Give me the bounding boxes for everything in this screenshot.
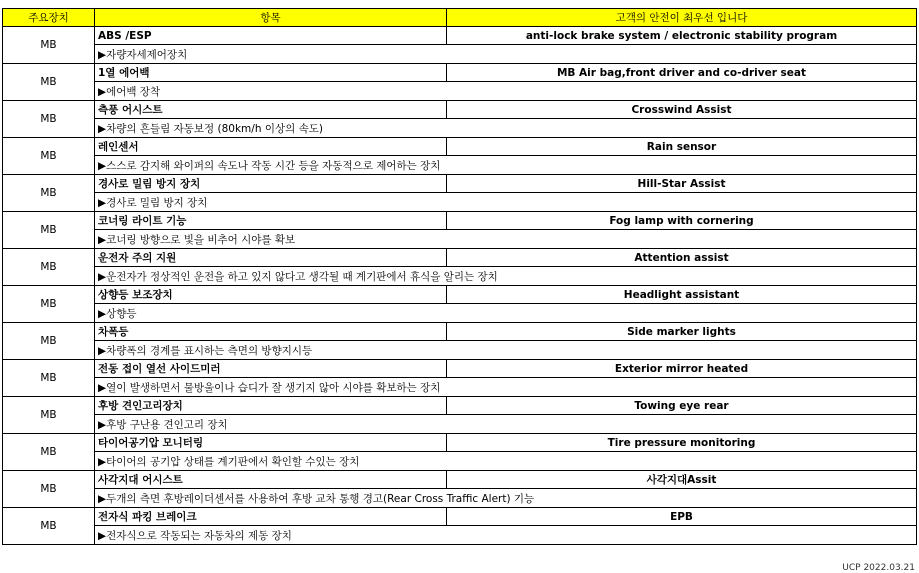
item-name-cell: 경사로 밀림 방지 장치: [95, 175, 447, 193]
description-cell: ▶경사로 밀림 방지 장치: [95, 193, 917, 212]
header-item: 항목: [95, 9, 447, 27]
device-cell: MB: [3, 101, 95, 138]
device-cell: MB: [3, 434, 95, 471]
description-cell: ▶전자식으로 작동되는 자동차의 제동 장치: [95, 526, 917, 545]
table-row-description: [3, 119, 917, 138]
item-name-cell: 타이어공기압 모니터링: [95, 434, 447, 452]
english-name-cell: anti-lock brake system / electronic stability program: [447, 27, 917, 45]
device-cell: MB: [3, 64, 95, 101]
description-cell: ▶스스로 감지해 와이퍼의 속도나 작동 시간 등을 자동적으로 제어하는 장치: [95, 156, 917, 175]
table-row-description: [3, 489, 917, 508]
table-row-description: [3, 526, 917, 545]
description-cell: ▶타이어의 공기압 상태를 계기판에서 확인할 수있는 장치: [95, 452, 917, 471]
device-cell: MB: [3, 360, 95, 397]
table-row-description: [3, 230, 917, 249]
table-row: [3, 27, 917, 45]
english-name-cell: Side marker lights: [447, 323, 917, 341]
table-row-description: [3, 304, 917, 323]
item-name-cell: 전자식 파킹 브레이크: [95, 508, 447, 526]
table-row: [3, 175, 917, 193]
english-name-cell: MB Air bag,front driver and co-driver seat: [447, 64, 917, 82]
device-cell: MB: [3, 249, 95, 286]
description-cell: ▶후방 구난용 견인고리 장치: [95, 415, 917, 434]
table-row-description: [3, 82, 917, 101]
english-name-cell: Exterior mirror heated: [447, 360, 917, 378]
description-cell: ▶코너링 방향으로 빛을 비추어 시야를 확보: [95, 230, 917, 249]
table-row-description: [3, 341, 917, 360]
table-row: [3, 101, 917, 119]
device-cell: MB: [3, 397, 95, 434]
english-name-cell: Fog lamp with cornering: [447, 212, 917, 230]
table-row: [3, 360, 917, 378]
english-name-cell: Attention assist: [447, 249, 917, 267]
item-name-cell: 측풍 어시스트: [95, 101, 447, 119]
table-row-description: [3, 45, 917, 64]
device-cell: MB: [3, 471, 95, 508]
table-row: [3, 323, 917, 341]
english-name-cell: Headlight assistant: [447, 286, 917, 304]
table-row-description: [3, 378, 917, 397]
table-row-description: [3, 267, 917, 286]
english-name-cell: EPB: [447, 508, 917, 526]
device-cell: MB: [3, 212, 95, 249]
table-row-description: [3, 415, 917, 434]
device-cell: MB: [3, 27, 95, 64]
english-name-cell: Hill-Star Assist: [447, 175, 917, 193]
table-row: [3, 249, 917, 267]
table-row: [3, 397, 917, 415]
english-name-cell: Tire pressure monitoring: [447, 434, 917, 452]
header-safety-note: 고객의 안전이 최우선 입니다: [447, 9, 917, 27]
item-name-cell: 전동 접이 열선 사이드미러: [95, 360, 447, 378]
item-name-cell: 1열 에어백: [95, 64, 447, 82]
description-cell: ▶자량자세제어장치: [95, 45, 917, 64]
device-cell: MB: [3, 175, 95, 212]
english-name-cell: Crosswind Assist: [447, 101, 917, 119]
description-cell: ▶차량의 흔들림 자동보정 (80km/h 이상의 속도): [95, 119, 917, 138]
description-cell: ▶에어백 장착: [95, 82, 917, 101]
table-row-description: [3, 452, 917, 471]
description-cell: ▶운전자가 정상적인 운전을 하고 있지 않다고 생각될 때 계기판에서 휴식을 알리는 장치: [95, 267, 917, 286]
table-row: [3, 212, 917, 230]
english-name-cell: 사각지대Assit: [447, 471, 917, 489]
device-cell: MB: [3, 508, 95, 545]
device-cell: MB: [3, 138, 95, 175]
table-row: [3, 64, 917, 82]
item-name-cell: 사각지대 어시스트: [95, 471, 447, 489]
table-row: [3, 434, 917, 452]
table-row: [3, 286, 917, 304]
english-name-cell: Rain sensor: [447, 138, 917, 156]
table-row: [3, 471, 917, 489]
table-row: [3, 138, 917, 156]
table-row: [3, 508, 917, 526]
item-name-cell: 상향등 보조장치: [95, 286, 447, 304]
table-header-row: [3, 9, 917, 27]
device-cell: MB: [3, 323, 95, 360]
description-cell: ▶상향등: [95, 304, 917, 323]
description-cell: ▶차량폭의 경계를 표시하는 측면의 방향지시등: [95, 341, 917, 360]
footer-note: UCP 2022.03.21: [842, 563, 915, 573]
item-name-cell: 후방 견인고리장치: [95, 397, 447, 415]
item-name-cell: 레인센서: [95, 138, 447, 156]
item-name-cell: ABS /ESP: [95, 27, 447, 45]
item-name-cell: 운전자 주의 지원: [95, 249, 447, 267]
item-name-cell: 차폭등: [95, 323, 447, 341]
description-cell: ▶두개의 측면 후방레이더센서를 사용하여 후방 교차 통행 경고(Rear Cross Traffic Alert) 기능: [95, 489, 917, 508]
item-name-cell: 코너링 라이트 기능: [95, 212, 447, 230]
header-device: 주요장치: [3, 9, 95, 27]
device-cell: MB: [3, 286, 95, 323]
safety-spec-table: [2, 8, 917, 545]
spec-table-body: [3, 27, 917, 545]
table-row-description: [3, 193, 917, 212]
table-row-description: [3, 156, 917, 175]
english-name-cell: Towing eye rear: [447, 397, 917, 415]
description-cell: ▶열이 발생하면서 물방울이나 습디가 잘 생기지 않아 시야를 확보하는 장치: [95, 378, 917, 397]
